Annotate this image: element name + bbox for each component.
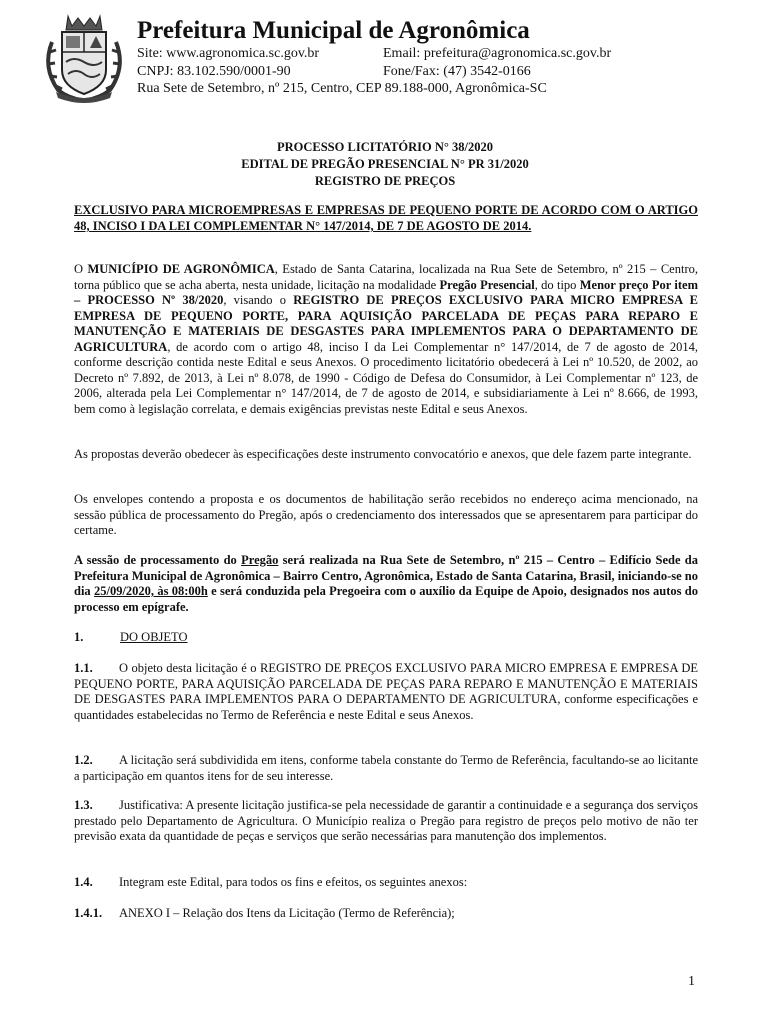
list-item bbox=[74, 906, 698, 922]
item-text: O objeto desta licitação é o REGISTRO DE PREÇOS EXCLUSIVO PARA MICRO EMPRESA E EMPRESA DE PEQUENO PORTE, PARA AQUISIÇÃO PARCELADA DE PEÇAS PARA REPARO E MANUTENÇÃO E MATERIAIS DE DESGASTES PARA IMPLEMENTOS PARA O DEPARTAMENTO DE AGRICULTURA, conforme especificações e quantidades estabelecidas no Termo de Referência e neste Edital e seus Anexos. bbox=[74, 661, 698, 722]
item-number: 1.3. bbox=[74, 798, 93, 812]
item-number: 1.4.1. bbox=[74, 906, 103, 920]
site-text: Site: www.agronomica.sc.gov.br bbox=[137, 46, 320, 61]
list-item bbox=[74, 753, 698, 784]
session-text: A sessão de processamento do bbox=[74, 553, 242, 567]
session-date: 25/09/2020, às 08:00h bbox=[93, 584, 208, 598]
item-number: 1.4. bbox=[74, 875, 93, 889]
exclusive-note: EXCLUSIVO PARA MICROEMPRESAS E EMPRESAS DE PEQUENO PORTE DE ACORDO COM O ARTIGO 48, INCISO I DA LEI COMPLEMENTAR N° 147/2014, DE 7 DE AGOSTO DE 2014. bbox=[74, 203, 698, 233]
session-paragraph bbox=[74, 553, 698, 615]
intro-text: , Estado de Santa Catarina, localizada na Rua Sete de Setembro, nº 215 – Centro, torna público que se acha aberta, nesta unidade, licitação na modalidade bbox=[74, 262, 698, 292]
section-number: 1. bbox=[74, 630, 84, 644]
section-heading bbox=[74, 630, 698, 646]
session-text: e será conduzida pela Pregoeira com o auxílio da Equipe de Apoio, designados nos autos do processo em epígrafe. bbox=[74, 584, 699, 614]
item-number: 1.2. bbox=[74, 753, 93, 767]
section-title: DO OBJETO bbox=[120, 630, 188, 644]
intro-bold: Menor preço Por item – PROCESSO Nº 38/2020 bbox=[74, 277, 699, 307]
intro-paragraph bbox=[74, 262, 698, 417]
session-underlined: Pregão bbox=[241, 553, 279, 567]
intro-text: , de acordo com o artigo 48, inciso I da Lei Complementar n° 147/2014, de 7 de agosto de 2014, conforme descrição contida neste Edital e seus Anexos. O procedimento licitatório obedecerá à Lei nº 10.520, de 2002, ao Decreto nº 7.892, de 2013, à Lei nº 8.078, de 1990 - Código de Defesa do Consumidor, à Lei Complementar nº 123, de 2006, alterada pela Lei Complementar n° 147/2014, de 7 de agosto de 2014, e subsidiariamente à Lei nº 8.666, de 1993, bem como à legislação correlata, e demais exigências previstas neste Edital e seus Anexos. bbox=[74, 339, 698, 416]
header-address: Rua Sete de Setembro, nº 215, Centro, CEP 89.188-000, Agronômica-SC bbox=[137, 81, 547, 96]
list-item bbox=[74, 875, 698, 891]
proposals-paragraph: As propostas deverão obedecer às especificações deste instrumento convocatório e anexos, que dele fazem parte integrante. bbox=[74, 447, 692, 461]
list-item bbox=[74, 661, 698, 723]
phone-text: Fone/Fax: (47) 3542-0166 bbox=[383, 64, 531, 79]
cnpj-text: CNPJ: 83.102.590/0001-90 bbox=[137, 64, 291, 79]
registro-title: REGISTRO DE PREÇOS bbox=[314, 174, 456, 188]
page-number: 1 bbox=[688, 974, 695, 989]
email-text: Email: prefeitura@agronomica.sc.gov.br bbox=[383, 46, 612, 61]
list-item bbox=[74, 798, 698, 845]
process-title: PROCESSO LICITATÓRIO N° 38/2020 bbox=[276, 140, 494, 154]
intro-bold: REGISTRO DE PREÇOS EXCLUSIVO PARA MICRO EMPRESA E EMPRESA DE PEQUENO PORTE, PARA AQUISIÇÃO PARCELADA DE PEÇAS PARA REPARO E MANUTENÇÃO E MATERIAIS DE DESGASTES PARA IMPLEMENTOS PARA O DEPARTAMENTO DE AGRICULTURA bbox=[74, 293, 698, 354]
intro-bold: MUNICÍPIO DE AGRONÔMICA bbox=[87, 262, 275, 276]
header-line-site bbox=[137, 46, 612, 62]
intro-text: , do tipo bbox=[534, 277, 580, 292]
intro-text: O bbox=[74, 262, 88, 276]
item-text: A licitação será subdividida em itens, conforme tabela constante do Termo de Referência, facultando-se ao licitante a participação em quantos itens for de seu interesse. bbox=[74, 753, 698, 783]
organization-title: Prefeitura Municipal de Agronômica bbox=[137, 17, 530, 44]
item-text: Integram este Edital, para todos os fins e efeitos, os seguintes anexos: bbox=[119, 875, 468, 889]
item-number: 1.1. bbox=[74, 661, 93, 675]
session-text: será realizada na Rua Sete de Setembro, nº 215 – Centro – Edifício Sede da Prefeitura Municipal de Agronômica – Bairro Centro, Agronômica, Estado de Santa Catarina, Brasil, iniciando-se no dia bbox=[74, 553, 699, 598]
envelopes-paragraph: Os envelopes contendo a proposta e os documentos de habilitação serão recebidos no endereço acima mencionado, na sessão pública de processamento do Pregão, após o credenciamento dos interessados que se apresentarem para participar do certame. bbox=[74, 492, 698, 537]
intro-bold: Pregão Presencial bbox=[439, 277, 535, 292]
municipal-coat-of-arms-icon bbox=[38, 12, 130, 104]
item-text: ANEXO I – Relação dos Itens da Licitação (Termo de Referência); bbox=[119, 906, 455, 920]
edital-title: EDITAL DE PREGÃO PRESENCIAL N° PR 31/2020 bbox=[241, 157, 529, 171]
item-text: Justificativa: A presente licitação justifica-se pela necessidade de garantir a continuidade e a segurança dos serviços prestado pelo Departamento de Agricultura. O Município realiza o Pregão para registro de preços pelo motivo de não ter previsão exata da quantidade de peças e serviços que serão necessárias para manutenção dos implementos. bbox=[74, 798, 698, 843]
intro-text: , visando o bbox=[223, 293, 294, 307]
header-line-cnpj bbox=[137, 64, 531, 80]
